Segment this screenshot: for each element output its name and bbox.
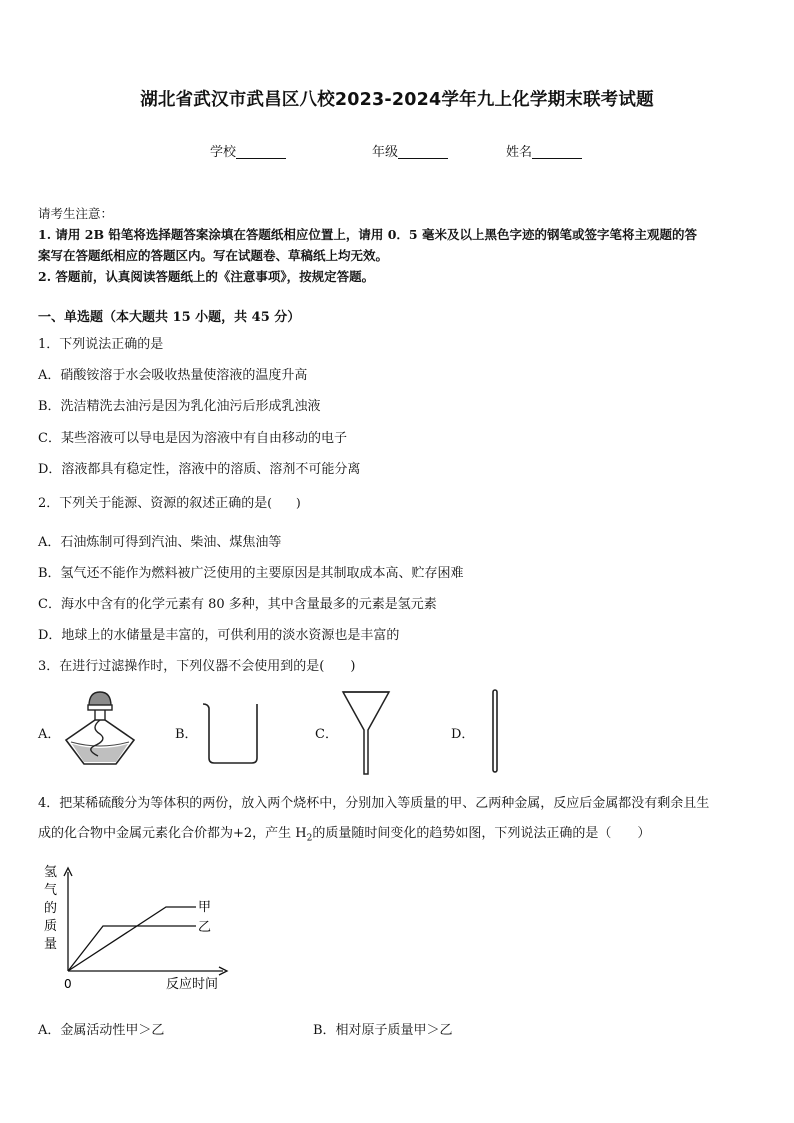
- series-label-yi: 乙: [198, 920, 212, 935]
- q2-option-d: D．地球上的水储量是丰富的，可供利用的淡水资源也是丰富的: [38, 628, 400, 643]
- y-axis-label: [44, 865, 57, 952]
- q4-line2-b: 的质量随时间变化的趋势如图，下列说法正确的是（ ）: [312, 826, 651, 841]
- q2-stem-text: 2．下列关于能源、资源的叙述正确的是: [38, 496, 268, 511]
- q4-option-a: A．金属活动性甲＞乙: [38, 1023, 165, 1038]
- funnel-icon: [340, 688, 392, 776]
- q4-line2-a: 成的化合物中金属元素化合价都为+2，产生 H: [38, 826, 307, 841]
- series-line-yi: [68, 926, 196, 971]
- school-label: 学校: [210, 145, 237, 160]
- y-axis-label-char: 质: [44, 919, 58, 934]
- origin-label: 0: [64, 977, 72, 991]
- page-title: 湖北省武汉市武昌区八校2023-2024学年九上化学期末联考试题: [140, 90, 654, 110]
- hydrogen-mass-chart: [38, 858, 238, 998]
- q2-option-a: A．石油炼制可得到汽油、柴油、煤焦油等: [38, 535, 282, 550]
- grade-label: 年级: [372, 145, 399, 160]
- q3-option-b-label: B．: [175, 727, 198, 742]
- section-heading: 一、单选题（本大题共 15 小题，共 45 分）: [38, 310, 301, 325]
- notice-line2: 2. 答题前，认真阅读答题纸上的《注意事项》，按规定答题。: [38, 269, 375, 284]
- grade-blank: [398, 144, 448, 159]
- q3-option-a-label: A．: [38, 727, 61, 742]
- glass-rod-icon: [490, 688, 500, 774]
- alcohol-lamp-icon: [60, 690, 142, 770]
- q1-option-a: A．硝酸铵溶于水会吸收热量使溶液的温度升高: [38, 368, 308, 383]
- q4-option-b: B．相对原子质量甲＞乙: [313, 1023, 453, 1038]
- y-axis-label-char: 的: [44, 901, 58, 916]
- q3-option-c-label: C．: [315, 727, 338, 742]
- q1-option-b: B．洗洁精洗去油污是因为乳化油污后形成乳浊液: [38, 399, 321, 414]
- q4-line1: 4．把某稀硫酸分为等体积的两份，放入两个烧杯中，分别加入等质量的甲、乙两种金属，反应后金属都没有剩余且生: [38, 796, 710, 811]
- q2-paren: ( ): [267, 496, 301, 510]
- q2-stem: [38, 492, 301, 511]
- name-label: 姓名: [506, 145, 533, 160]
- series-line-jia: [68, 907, 196, 971]
- name-blank: [532, 144, 582, 159]
- q1-stem: 1．下列说法正确的是: [38, 337, 164, 352]
- y-axis-label-char: 量: [44, 937, 58, 952]
- q4-line2: [38, 822, 650, 844]
- y-axis-label-char: 气: [44, 883, 58, 898]
- notice-heading: 请考生注意：: [38, 206, 114, 221]
- notice-block: [38, 203, 760, 287]
- beaker-icon: [200, 700, 266, 766]
- name-field: [506, 141, 582, 160]
- school-blank: [236, 144, 286, 159]
- q2-option-c: C．海水中含有的化学元素有 80 多种，其中含量最多的元素是氢元素: [38, 597, 437, 612]
- series-label-jia: 甲: [198, 900, 212, 915]
- grade-field: [372, 141, 448, 160]
- q1-option-d: D．溶液都具有稳定性，溶液中的溶质、溶剂不可能分离: [38, 462, 361, 477]
- y-axis-label-char: 氢: [44, 865, 58, 880]
- q1-option-c: C．某些溶液可以导电是因为溶液中有自由移动的电子: [38, 431, 347, 446]
- school-field: [210, 141, 286, 160]
- notice-line1a: 1. 请用 2B 铅笔将选择题答案涂填在答题纸相应位置上，请用 0．5 毫米及以上黑色字迹的钢笔或签字笔将主观题的答: [38, 227, 697, 242]
- q2-option-b: B．氢气还不能作为燃料被广泛使用的主要原因是其制取成本高、贮存困难: [38, 566, 464, 581]
- q4-line2-sub: 2: [306, 833, 313, 844]
- q3-stem: 3．在进行过滤操作时，下列仪器不会使用到的是( ): [38, 659, 356, 674]
- notice-line1b: 案写在答题纸相应的答题区内。写在试题卷、草稿纸上均无效。: [38, 248, 389, 263]
- x-axis-label: 反应时间: [166, 977, 219, 992]
- q3-option-d-label: D．: [451, 727, 475, 742]
